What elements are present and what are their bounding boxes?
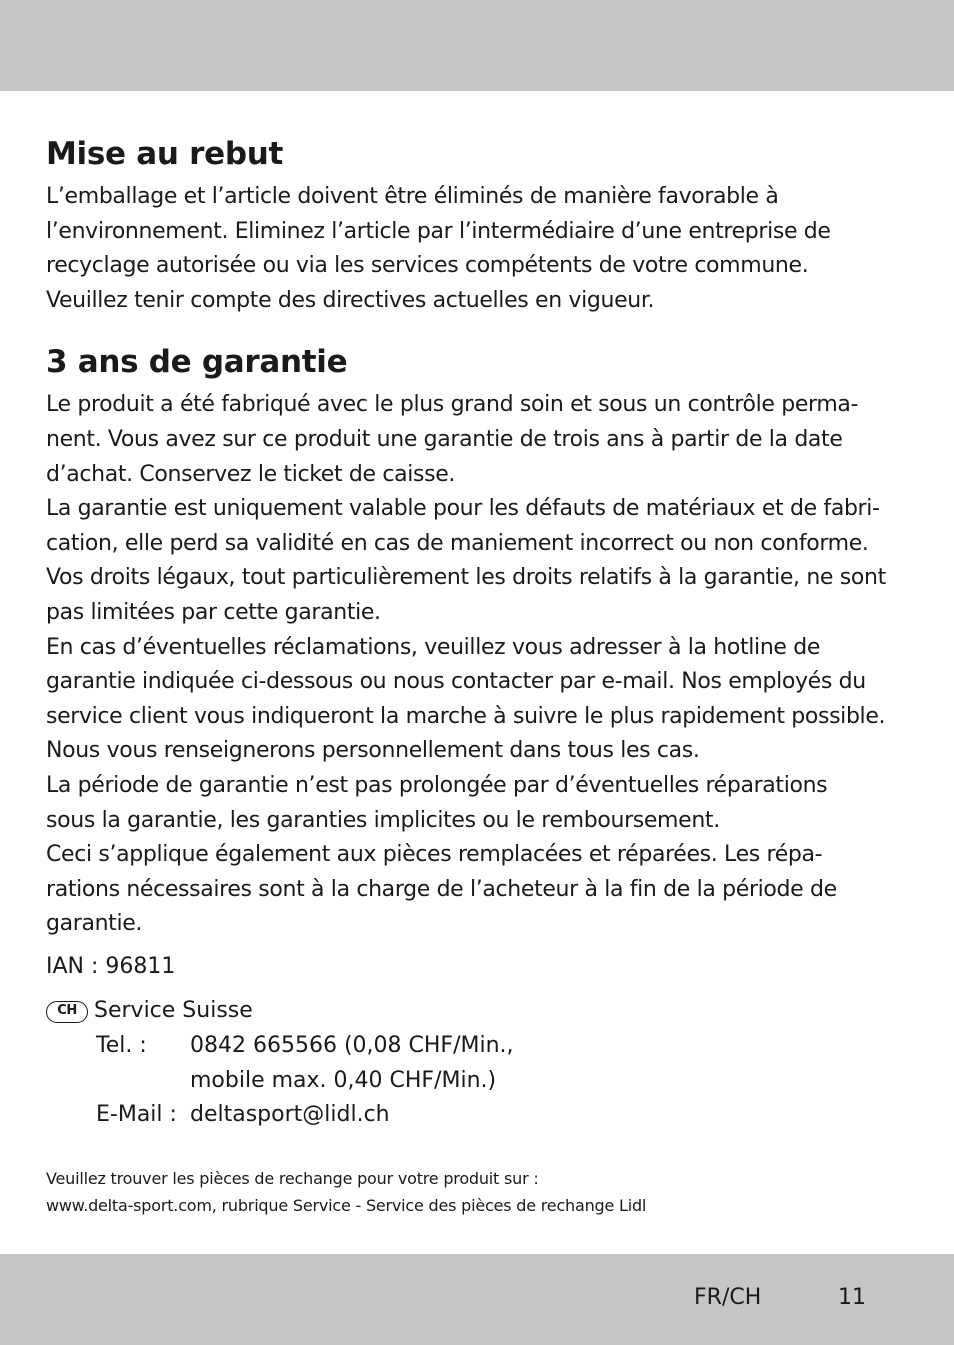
- tel-row: [96, 1029, 916, 1064]
- warranty-section: [46, 336, 916, 942]
- service-block: [46, 994, 916, 1132]
- text-line: Vos droits légaux, tout particulièrement les droits relatifs à la garantie, ne sont: [46, 565, 886, 591]
- text-line: En cas d’éventuelles réclamations, veuillez vous adresser à la hotline de: [46, 634, 821, 660]
- text-line: L’emballage et l’article doivent être éliminés de manière favorable à: [46, 184, 779, 209]
- disposal-section: [46, 128, 916, 318]
- ch-country-badge-icon: CH: [46, 1001, 88, 1023]
- text-line: recyclage autorisée ou via les services compétents de votre commune.: [46, 253, 809, 279]
- language-code: FR/CH: [694, 1285, 762, 1310]
- disposal-text: [46, 180, 916, 318]
- text-line: nent. Vous avez sur ce produit une garantie de trois ans à partir de la date: [46, 426, 843, 452]
- page-number: 11: [838, 1285, 866, 1310]
- page-footer: [0, 1283, 954, 1313]
- text-line: cation, elle perd sa validité en cas de maniement incorrect ou non conforme.: [46, 530, 869, 556]
- disposal-heading: Mise au rebut: [46, 136, 284, 172]
- warranty-text: [46, 388, 916, 942]
- note-line-url: www.delta-sport.com, rubrique Service - Service des pièces de rechange Lidl: [46, 1195, 647, 1215]
- tel-row-continued: [96, 1064, 916, 1099]
- email-value: deltasport@lidl.ch: [190, 1102, 390, 1128]
- text-line: La garantie est uniquement valable pour les défauts de matériaux et de fabri-: [46, 496, 880, 522]
- note-line: Veuillez trouver les pièces de rechange pour votre produit sur :: [46, 1168, 539, 1188]
- email-label: E-Mail :: [96, 1102, 177, 1128]
- text-line: Nous vous renseignerons personnellement dans tous les cas.: [46, 738, 700, 764]
- text-line: Veuillez tenir compte des directives actuelles en vigueur.: [46, 287, 655, 313]
- text-line: rations nécessaires sont à la charge de l’acheteur à la fin de la période de: [46, 876, 837, 902]
- text-line: garantie indiquée ci-dessous ou nous contacter par e-mail. Nos employés du: [46, 669, 866, 695]
- service-title-row: [46, 994, 916, 1029]
- tel-label: Tel. :: [96, 1033, 147, 1059]
- text-line: service client vous indiqueront la marche à suivre le plus rapidement possible.: [46, 703, 886, 729]
- text-line: garantie.: [46, 911, 143, 937]
- warranty-heading: 3 ans de garantie: [46, 344, 348, 381]
- ian-number: IAN : 96811: [46, 953, 176, 979]
- text-line: d’achat. Conservez le ticket de caisse.: [46, 461, 456, 487]
- service-name: Service Suisse: [94, 998, 253, 1024]
- header-band: [0, 0, 954, 91]
- tel-value-mobile: mobile max. 0,40 CHF/Min.): [190, 1067, 497, 1093]
- text-line: Le produit a été fabriqué avec le plus grand soin et sous un contrôle perma-: [46, 392, 859, 418]
- text-line: sous la garantie, les garanties implicites ou le remboursement.: [46, 807, 720, 833]
- tel-value: 0842 665566 (0,08 CHF/Min.,: [190, 1033, 514, 1059]
- tel-label-spacer: [96, 1064, 190, 1099]
- email-row: [96, 1098, 916, 1133]
- contact-details: [96, 1029, 916, 1133]
- text-line: La période de garantie n’est pas prolongée par d’éventuelles réparations: [46, 772, 828, 798]
- page-content: [46, 128, 916, 1219]
- text-line: Ceci s’applique également aux pièces remplacées et réparées. Les répa-: [46, 842, 823, 868]
- text-line: l’environnement. Eliminez l’article par l’intermédiaire d’une entreprise de: [46, 218, 831, 244]
- text-line: pas limitées par cette garantie.: [46, 599, 381, 625]
- spare-parts-note: [46, 1165, 916, 1219]
